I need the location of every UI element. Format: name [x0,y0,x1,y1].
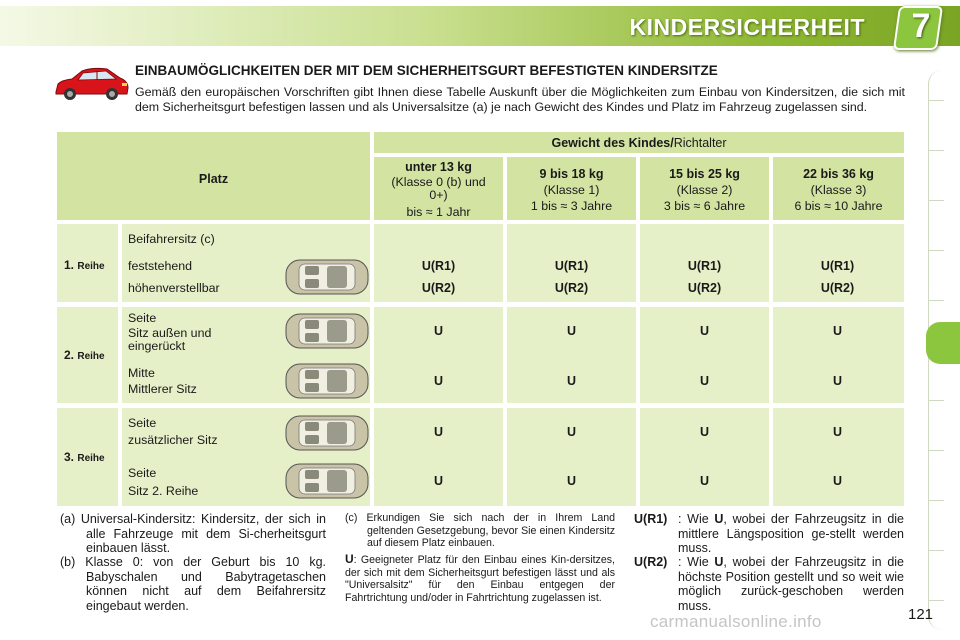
row-number: 1. [64,258,75,272]
class-label: (Klasse 2) [676,183,733,197]
value-r1: U(R1) [421,259,456,273]
footnote-r2-text-a: : Wie [678,555,715,569]
column-header [773,157,904,220]
active-chapter-tab[interactable] [926,322,960,364]
footnote-r1-text-a: : Wie [678,512,715,526]
value-cell [374,408,503,506]
value-u: U [832,474,843,488]
value-cell [640,307,769,403]
side-tab-divider [928,450,944,451]
weight-label: 22 bis 36 kg [803,167,874,181]
weight-header-cell [374,132,904,153]
weight-label: 15 bis 25 kg [669,167,740,181]
value-u: U [566,324,577,338]
red-car-icon [52,64,130,104]
platz-header-cell [57,132,370,220]
value-u: U [699,425,710,439]
row-number-label [64,258,105,272]
side-tab-divider [928,400,944,401]
row-number-label [64,348,105,362]
seat-sublabel: Sitz 2. Reihe [128,484,199,498]
footnote-r1-u: U [714,512,724,526]
age-label: bis ≈ 1 Jahr [406,205,471,219]
car-seat-diagram-icon [285,312,369,350]
value-u: U [699,374,710,388]
footnote-r1-text-b: , wobei der Fahrzeugsitz in die mittlere Längsposition ge-stellt werden muss. [678,512,904,555]
car-seat-diagram-icon [285,414,369,452]
row-number-cell [57,224,118,302]
value-cell [640,408,769,506]
value-u: U [566,374,577,388]
value-u: U [433,425,444,439]
seat-label: Seite [128,311,157,325]
column-header [640,157,769,220]
seat-label: Seite [128,416,157,430]
value-u: U [699,474,710,488]
footnote-a-text: (a) Universal-Kindersitz: Kindersitz, der sich in alle Fahrzeuge mit dem Si-cherheitsgurt einbauen lässt. [60,512,326,555]
value-u: U [433,374,444,388]
side-tab-divider [928,200,944,201]
seat-sublabel: Sitz außen und eingerückt [128,326,212,353]
value-r2: U(R2) [554,281,589,295]
value-cell [773,307,904,403]
footnote-c [345,512,615,550]
side-tab-divider [928,500,944,501]
value-u: U [433,474,444,488]
value-cell [507,307,636,403]
seat-label: feststehend [128,259,193,273]
weight-header-bold: Gewicht des Kindes/ [551,136,674,150]
footnote-a [60,512,326,556]
row-number-cell [57,307,118,403]
seat-label: Mitte [128,366,155,380]
platz-header: Platz [198,172,229,186]
value-u: U [832,425,843,439]
value-r2: U(R2) [421,281,456,295]
class-label: (Klasse 1) [543,183,600,197]
seat-sublabel: zusätzlicher Sitz [128,433,218,447]
page-header [0,0,960,50]
age-label: 3 bis ≈ 6 Jahre [663,199,746,213]
value-u: U [566,474,577,488]
footnote-c-text: (c) Erkundigen Sie sich nach der in Ihrem Land geltenden Gesetzgebung, bevor Sie einen Kindersitz auf diesem Platz einbauen. [345,512,615,550]
intro-paragraph: Gemäß den europäischen Vorschriften gibt Ihnen diese Tabelle Auskunft über die Möglichkeiten zum Einbau von Kindersitzen, die sich mit dem Sicherheitsgurt befestigen lassen und als Universalsitze (a) je nach Gewicht des Kindes und Platz im Fahrzeug zugelassen sind. [135,85,905,114]
footnote-r1-key: U(R1) [634,512,668,526]
value-r1: U(R1) [820,259,855,273]
side-tab-divider [928,150,944,151]
section-title: EINBAUMÖGLICHKEITEN DER MIT DEM SICHERHEITSGURT BEFESTIGTEN KINDERSITZE [135,63,718,78]
footnote-u-key: U [345,552,354,566]
footnote-r1 [634,512,904,556]
seat-sublabel: Mittlerer Sitz [128,382,197,396]
age-label: 1 bis ≈ 3 Jahre [530,199,613,213]
footnote-u [345,553,615,604]
seat-label: Seite [128,466,157,480]
age-label: 6 bis ≈ 10 Jahre [794,199,883,213]
chapter-title: KINDERSICHERHEIT [629,14,865,40]
value-r1: U(R1) [554,259,589,273]
value-u: U [566,425,577,439]
row-number: 2. [64,348,75,362]
footnote-r2 [634,555,904,613]
row-reihe: Reihe [77,261,105,272]
footnote-r2-u: U [714,555,724,569]
car-seat-diagram-icon [285,462,369,500]
value-u: U [832,324,843,338]
page-number: 121 [908,606,934,623]
row-reihe: Reihe [77,351,105,362]
footnote-u-text: : Geeigneter Platz für den Einbau eines Kin-dersitzes, der sich mit dem Sicherheitsgurt befestigen lässt und als "Universalsitz" für den Einbau entgegen der Fahrtrichtung und/oder in Fahrtrichtung zugelassen ist. [345,554,615,604]
value-u: U [699,324,710,338]
chapter-number: 7 [911,7,931,45]
row-number: 3. [64,450,75,464]
car-seat-diagram-icon [285,362,369,400]
value-u: U [832,374,843,388]
weight-header-age: Richtalter [673,136,727,150]
weight-header [374,136,904,150]
value-r2: U(R2) [687,281,722,295]
value-cell [507,408,636,506]
footnote-b [60,555,326,613]
side-tab-divider [928,300,944,301]
side-tab-divider [928,100,944,101]
column-header [507,157,636,220]
row-number-label [64,450,105,464]
value-cell [374,307,503,403]
value-r2: U(R2) [820,281,855,295]
seat-title: Beifahrersitz (c) [128,232,215,246]
side-tab-divider [928,250,944,251]
footnote-r2-key: U(R2) [634,555,668,569]
row-number-cell [57,408,118,506]
side-tab-divider [928,550,944,551]
class-label: (Klasse 3) [810,183,867,197]
car-seat-diagram-icon [285,258,369,296]
seat-label: höhenverstellbar [128,281,220,295]
side-tab-divider [928,600,944,601]
footnote-r2-text-b: , wobei der Fahrzeugsitz in die höchste Position gestellt und so weit wie möglich zurück-geschoben werden muss. [678,555,904,613]
watermark: carmanualsonline.info [650,612,822,631]
value-u: U [433,324,444,338]
weight-label: 9 bis 18 kg [539,167,604,181]
class-label: (Klasse 0 (b) und 0+) [391,175,486,202]
footnote-b-text: (b) Klasse 0: von der Geburt bis 10 kg. Babyschalen und Babytragetaschen können nicht auf dem Beifahrersitz eingebaut werden. [60,555,326,613]
value-cell [773,408,904,506]
value-r1: U(R1) [687,259,722,273]
row-reihe: Reihe [77,453,105,464]
weight-label: unter 13 kg [405,160,472,174]
column-header [374,157,503,220]
